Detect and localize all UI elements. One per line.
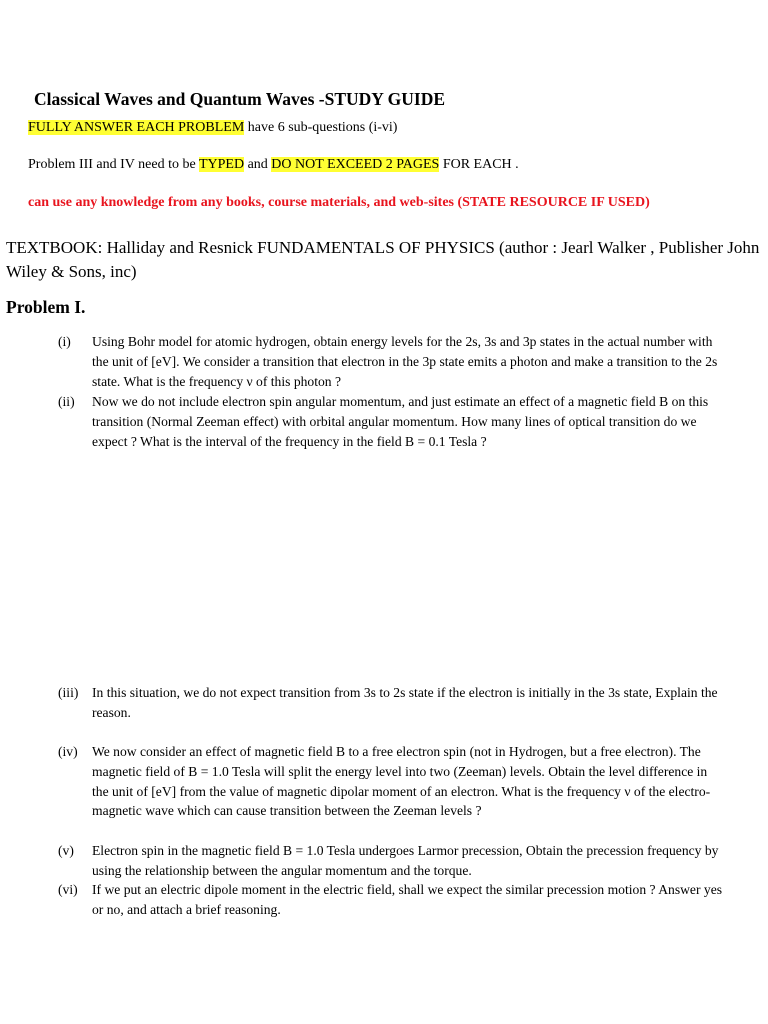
textbook-reference: TEXTBOOK: Halliday and Resnick FUNDAMENTALS OF PHYSICS (author : Jearl Walker , Publisher John Wiley & Sons, inc) <box>6 238 760 281</box>
question-text: If we put an electric dipole moment in the electric field, shall we expect the similar precession motion ? Answer yes or no, and attach a brief reasoning. <box>92 882 723 917</box>
problem-heading: Problem I. <box>6 297 86 317</box>
question-text: We now consider an effect of magnetic field B to a free electron spin (not in Hydrogen, but a free electron). The magnetic field of B = 1.0 Tesla will split the energy level into two (Zeeman) levels. Obtain the level difference in the unit of [eV] from the value of magnetic dipolar moment of an electron. What is the frequency ν of the electro-magnetic wave which can cause transition between the Zeeman levels ? <box>92 744 711 819</box>
instruction-line-2-part3: FOR EACH . <box>439 157 519 172</box>
question-text: Using Bohr model for atomic hydrogen, obtain energy levels for the 2s, 3s and 3p states in the actual number with the unit of [eV]. We consider a transition that electron in the 3p state emits a photon and make a transition to the 2s state. What is the frequency ν of this photon ? <box>92 334 718 389</box>
highlight-fully-answer: FULLY ANSWER EACH PROBLEM <box>28 120 245 135</box>
instruction-line-2-part2: and <box>244 157 272 172</box>
document-title: Classical Waves and Quantum Waves -STUDY GUIDE <box>34 89 446 109</box>
question-ii <box>58 392 724 451</box>
instruction-line-2-part1: Problem III and IV need to be <box>28 157 199 172</box>
instruction-line-2 <box>28 157 519 173</box>
question-vi <box>58 880 724 920</box>
resource-note: can use any knowledge from any books, course materials, and web-sites (STATE RESOURCE IF USED) <box>28 195 650 210</box>
question-number: (iii) <box>58 685 79 700</box>
question-v <box>58 841 724 881</box>
question-number: (ii) <box>58 394 75 409</box>
question-number: (vi) <box>58 882 78 897</box>
question-text: Electron spin in the magnetic field B = 1.0 Tesla undergoes Larmor precession, Obtain the precession frequency by using the relationship between the angular momentum and the torque. <box>92 843 719 878</box>
question-iii <box>58 683 724 723</box>
question-i <box>58 332 724 391</box>
question-number: (v) <box>58 843 74 858</box>
question-text: Now we do not include electron spin angular momentum, and just estimate an effect of a magnetic field B on this transition (Normal Zeeman effect) with orbital angular momentum. How many lines of optical transition do we expect ? What is the interval of the frequency in the field B = 0.1 Tesla ? <box>92 394 709 449</box>
highlight-page-limit: DO NOT EXCEED 2 PAGES <box>271 157 440 172</box>
instruction-line-1-rest: have 6 sub-questions (i-vi) <box>244 120 398 135</box>
highlight-typed: TYPED <box>198 157 245 172</box>
question-text: In this situation, we do not expect transition from 3s to 2s state if the electron is initially in the 3s state, Explain the reason. <box>92 685 718 720</box>
question-number: (iv) <box>58 744 78 759</box>
instruction-line-1 <box>28 120 397 136</box>
question-iv <box>58 742 724 821</box>
question-number: (i) <box>58 334 71 349</box>
